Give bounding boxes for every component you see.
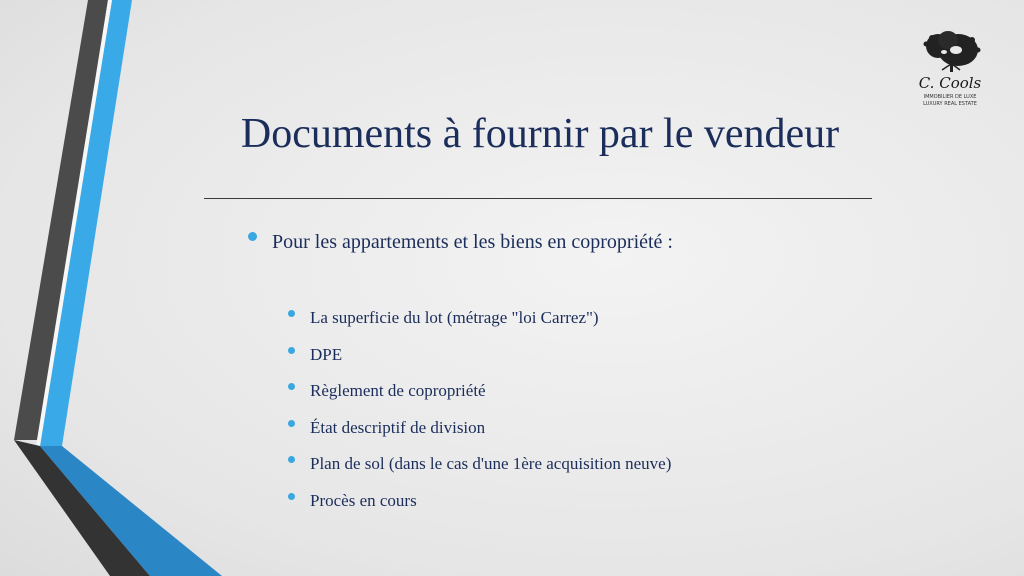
bullet-icon (288, 310, 295, 317)
list-item-text: DPE (310, 344, 343, 364)
list-item-text: Plan de sol (dans le cas d'une 1ère acquisition neuve) (310, 454, 672, 474)
bullet-icon (248, 232, 257, 241)
bullet-icon (288, 420, 295, 427)
document-list (288, 304, 808, 524)
title-divider (204, 198, 872, 199)
list-item-text: Règlement de copropriété (310, 381, 486, 401)
company-logo (914, 28, 986, 112)
logo-name: C. Cools (918, 74, 982, 92)
logo-tagline-en: LUXURY REAL ESTATE (923, 101, 977, 107)
logo-tagline-fr: IMMOBILIER DE LUXE (923, 94, 977, 100)
list-item (288, 414, 808, 451)
list-item (288, 487, 808, 524)
main-bullet-text: Pour les appartements et les biens en copropriété : (272, 231, 673, 253)
list-item (288, 341, 808, 378)
bullet-icon (288, 347, 295, 354)
bullet-icon (288, 383, 295, 390)
list-item (288, 450, 808, 487)
bullet-icon (288, 456, 295, 463)
white-divider-stripe (36, 0, 112, 446)
list-item-text: État descriptif de division (310, 417, 486, 437)
list-item (288, 304, 808, 341)
bullet-icon (288, 493, 295, 500)
list-item (288, 377, 808, 414)
tree-icon (914, 28, 986, 76)
list-item-text: La superficie du lot (métrage "loi Carrez") (310, 308, 599, 327)
slide-title: Documents à fournir par le vendeur (240, 111, 840, 157)
list-item-text: Procès en cours (310, 490, 417, 510)
